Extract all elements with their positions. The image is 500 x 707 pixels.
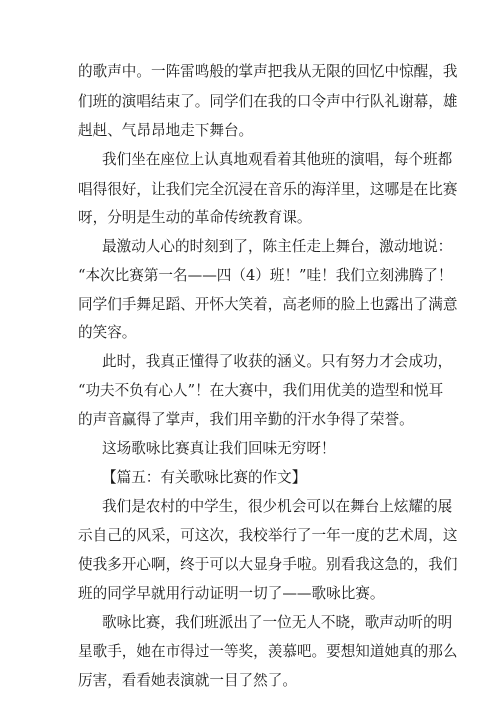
text-line: “本次比赛第一名——四（4）班！”哇！我们立刻沸腾了！ (78, 267, 453, 284)
section-heading: 【篇五：有关歌咏比赛的作文】 (102, 469, 307, 486)
text-line: 同学们手舞足蹈、开怀大笑着，高老师的脸上也露出了满意 (78, 296, 458, 313)
paragraph-start-line: 我们是农村的中学生，很少机会可以在舞台上炫耀的展 (102, 498, 453, 515)
text-line: 的歌声中。一阵雷鸣般的掌声把我从无限的回忆中惊醒，我 (78, 63, 458, 80)
text-line: 班的同学早就用行动证明一切了——歌咏比赛。 (78, 585, 385, 602)
text-line: 示自己的风采，可这次，我校举行了一年一度的艺术周，这 (78, 527, 458, 544)
text-line: 的笑容。 (78, 324, 137, 341)
text-line: 厉害，看看她表演就一目了然了。 (78, 672, 297, 689)
paragraph-start-line: 歌咏比赛，我们班派出了一位无人不晓，歌声动听的明 (102, 614, 453, 631)
text-line: 唱得很好，让我们完全沉浸在音乐的海洋里，这哪是在比赛 (78, 181, 458, 198)
paragraph-start-line: 这场歌咏比赛真让我们回味无穷呀！ (102, 440, 336, 457)
text-line: 呀，分明是生动的革命传统教育课。 (78, 209, 312, 226)
paragraph-start-line: 我们坐在座位上认真地观看着其他班的演唱，每个班都 (102, 151, 453, 168)
text-line: 们班的演唱结束了。同学们在我的口令声中行队礼谢幕，雄 (78, 93, 458, 110)
text-line: 的声音赢得了掌声，我们用辛勤的汗水争得了荣誉。 (78, 411, 414, 428)
text-line: 赳赳、气昂昂地走下舞台。 (78, 122, 254, 139)
paragraph-start-line: 最激动人心的时刻到了，陈主任走上舞台，激动地说： (102, 238, 453, 255)
text-line: 星歌手，她在市得过一等奖，羡慕吧。要想知道她真的那么 (78, 643, 458, 660)
paragraph-start-line: 此时，我真正懂得了收获的涵义。只有努力才会成功， (102, 353, 453, 370)
text-line: 使我多开心啊，终于可以大显身手啦。别看我这急的，我们 (78, 556, 458, 573)
text-line: “功夫不负有心人”！在大赛中，我们用优美的造型和悦耳 (78, 382, 444, 399)
